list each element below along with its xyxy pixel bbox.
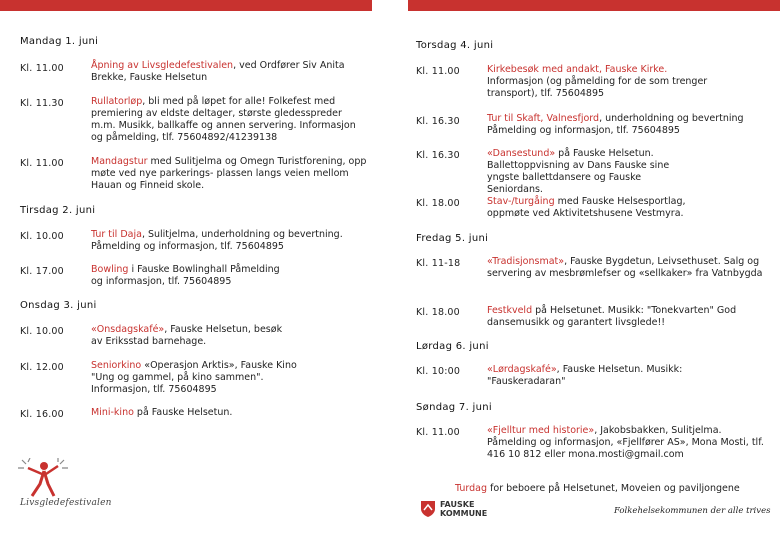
event-time: Kl. 11-18: [416, 258, 461, 269]
day-heading-monday: Mandag 1. juni: [20, 36, 99, 47]
event-description: [487, 64, 715, 100]
event-highlight: Åpning av Livsgledefestivalen: [91, 60, 234, 71]
event-detail: på Helsetunet. Musikk: "Tonekvarten" God dansemusikk og garantert livsglede!!: [487, 305, 737, 328]
livsgledefestivalen-logo: [18, 458, 128, 518]
event-detail: , Jakobsbakken, Sulitjelma. Påmelding og informasjon, «Fjellfører AS», Mona Mosti, tlf. 416 10 812 eller mona.mosti@gmail.com: [487, 425, 764, 460]
event-detail: med Fauske Helsesportlag, oppmøte ved Aktivitetshusene Vestmyra.: [487, 196, 686, 219]
event-time: Kl. 16.00: [20, 409, 64, 420]
event-time: Kl. 11.00: [416, 427, 460, 438]
event-description: [91, 324, 291, 348]
event-highlight: Tur til Daja: [91, 229, 142, 240]
event-detail: , underholdning og bevertning Påmelding og informasjon, tlf. 75604895: [487, 113, 744, 136]
event-time: Kl. 10.00: [20, 231, 64, 242]
event-description: [91, 96, 369, 144]
event-time: Kl. 11.00: [416, 66, 460, 77]
event-highlight: Festkveld: [487, 305, 533, 316]
event-detail: , bli med på løpet for alle! Folkefest med premiering av eldste deltager, største gledesspreder m.m. Musikk, ballkaffe og annen servering. Informasjon og påmelding, tlf. 75604892/41239138: [91, 96, 356, 143]
event-description: [487, 364, 687, 388]
event-detail: , Fauske Bygdetun, Leivsethuset. Salg og servering av mesbrømlefser og «sellkaker» fra Vatnbygda: [487, 256, 763, 279]
footer-note: [455, 483, 740, 494]
event-highlight: Mandagstur: [91, 156, 148, 167]
event-description: [91, 60, 366, 84]
event-time: Kl. 12.00: [20, 362, 64, 373]
event-time: Kl. 16.30: [416, 116, 460, 127]
day-heading-friday: Fredag 5. juni: [416, 233, 489, 244]
event-description: [91, 407, 351, 419]
event-highlight: Stav-/turgåing: [487, 196, 555, 207]
festival-figure-icon: [18, 458, 78, 500]
event-time: Kl. 18.00: [416, 307, 460, 318]
event-description: [487, 148, 687, 196]
event-description: [487, 256, 772, 280]
event-description: [91, 229, 369, 253]
day-heading-sunday: Søndag 7. juni: [416, 402, 492, 413]
event-highlight: Mini-kino: [91, 407, 134, 418]
slogan: Folkehelsekommunen der alle trives: [614, 506, 771, 516]
event-detail: , ved Ordfører Siv Anita Brekke, Fauske Helsetun: [91, 60, 345, 83]
event-time: Kl. 11.00: [20, 158, 64, 169]
footer-highlight: Turdag: [455, 483, 488, 494]
event-time: Kl. 11.00: [20, 63, 64, 74]
event-highlight: «Dansestund»: [487, 148, 556, 159]
day-heading-thursday: Torsdag 4. juni: [416, 40, 494, 51]
event-detail: «Operasjon Arktis», Fauske Kino "Ung og gammel, på kino sammen". Informasjon, tlf. 75604895: [91, 360, 297, 395]
event-time: Kl. 17.00: [20, 266, 64, 277]
event-description: [487, 425, 772, 461]
right-page: [390, 0, 780, 540]
event-description: [487, 113, 767, 137]
fauske-kommune-logo: [420, 500, 500, 518]
day-heading-tuesday: Tirsdag 2. juni: [20, 205, 96, 216]
event-detail: på Fauske Helsetun. Ballettoppvisning av Dans Fauske sine yngste ballettdansere og Fauske Seniordans.: [487, 148, 670, 195]
event-detail: , Fauske Helsetun, besøk av Eriksstad barnehage.: [91, 324, 283, 347]
event-detail: med Sulitjelma og Omegn Turistforening, opp møte ved nye parkerings- plassen langs veien mellom Hauan og Finneid skole.: [91, 156, 367, 191]
event-highlight: «Tradisjonsmat»: [487, 256, 565, 267]
event-description: [91, 156, 369, 192]
event-highlight: Bowling: [91, 264, 129, 275]
kommune-name-line2: KOMMUNE: [440, 509, 488, 518]
event-detail: , Sulitjelma, underholdning og bevertning. Påmelding og informasjon, tlf. 75604895: [91, 229, 343, 252]
event-highlight: Seniorkino: [91, 360, 142, 371]
event-highlight: «Fjelltur med historie»: [487, 425, 595, 436]
event-detail: i Fauske Bowlinghall Påmelding og informasjon, tlf. 75604895: [91, 264, 280, 287]
event-detail: på Fauske Helsetun.: [133, 407, 233, 418]
event-description: [487, 305, 737, 329]
event-description: [487, 196, 697, 220]
event-detail: Informasjon (og påmelding for de som trenger transport), tlf. 75604895: [487, 76, 708, 99]
event-detail: , Fauske Helsetun. Musikk: "Fauskeradaran": [487, 364, 683, 387]
logo-text: Livsgledefestivalen: [20, 498, 112, 508]
footer-detail: for beboere på Helsetunet, Moveien og paviljongene: [487, 483, 740, 494]
event-time: Kl. 10.00: [20, 326, 64, 337]
event-description: [91, 264, 291, 288]
event-highlight: «Onsdagskafé»: [91, 324, 165, 335]
event-highlight: Tur til Skaft, Valnesfjord: [487, 113, 600, 124]
event-highlight: Kirkebesøk med andakt, Fauske Kirke.: [487, 64, 668, 75]
event-highlight: Rullatorløp: [91, 96, 143, 107]
kommune-name-line1: FAUSKE: [440, 500, 475, 509]
event-description: [91, 360, 306, 396]
day-heading-wednesday: Onsdag 3. juni: [20, 300, 97, 311]
kommune-shield-icon: [420, 500, 436, 518]
event-time: Kl. 18.00: [416, 198, 460, 209]
event-time: Kl. 11.30: [20, 98, 64, 109]
event-time: Kl. 16.30: [416, 150, 460, 161]
day-heading-saturday: Lørdag 6. juni: [416, 341, 489, 352]
event-time: Kl. 10:00: [416, 366, 461, 377]
event-highlight: «Lørdagskafé»: [487, 364, 557, 375]
